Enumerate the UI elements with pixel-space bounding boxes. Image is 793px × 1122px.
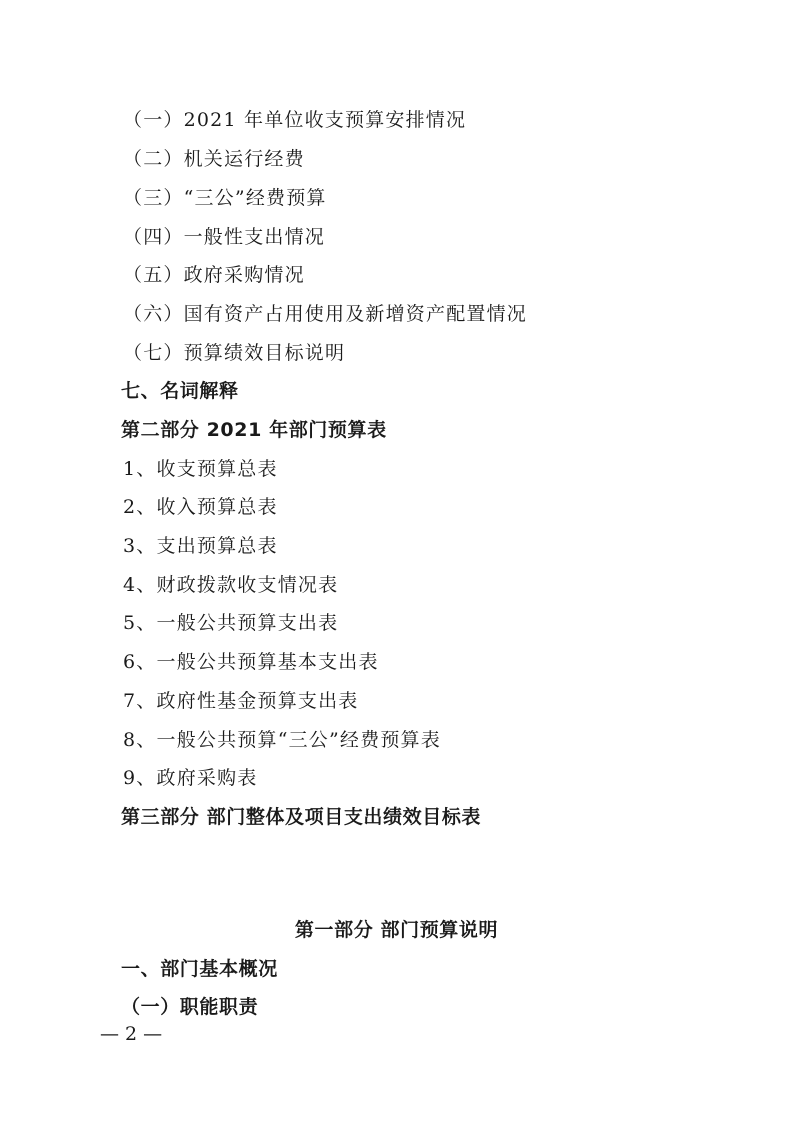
part2-item-7: 7、政府性基金预算支出表 [123, 690, 359, 712]
part2-item-8: 8、一般公共预算“三公”经费预算表 [123, 729, 441, 751]
part2-item-9: 9、政府采购表 [123, 767, 258, 789]
heading-part2: 第二部分 2021 年部门预算表 [121, 419, 387, 441]
toc-subitem-1: （一）2021 年单位收支预算安排情况 [123, 109, 467, 131]
page-number: — 2 — [100, 1023, 163, 1045]
part2-item-5: 5、一般公共预算支出表 [123, 612, 339, 634]
toc-subitem-2: （二）机关运行经费 [123, 148, 305, 170]
section-heading-basic-overview: 一、部门基本概况 [121, 958, 278, 980]
toc-subitem-5: （五）政府采购情况 [123, 264, 305, 286]
part2-item-2: 2、收入预算总表 [123, 496, 278, 518]
heading-glossary: 七、名词解释 [121, 380, 239, 402]
toc-subitem-4: （四）一般性支出情况 [123, 226, 326, 248]
toc-subitem-7: （七）预算绩效目标说明 [123, 342, 346, 364]
section-subheading-functions: （一）职能职责 [121, 996, 259, 1018]
part2-item-3: 3、支出预算总表 [123, 535, 278, 557]
part2-item-6: 6、一般公共预算基本支出表 [123, 651, 379, 673]
part2-item-1: 1、收支预算总表 [123, 458, 278, 480]
heading-part3: 第三部分 部门整体及项目支出绩效目标表 [121, 806, 482, 828]
toc-subitem-6: （六）国有资产占用使用及新增资产配置情况 [123, 303, 528, 325]
section-title: 第一部分 部门预算说明 [294, 919, 499, 941]
toc-subitem-3: （三）“三公”经费预算 [123, 187, 327, 209]
part2-item-4: 4、财政拨款收支情况表 [123, 574, 339, 596]
